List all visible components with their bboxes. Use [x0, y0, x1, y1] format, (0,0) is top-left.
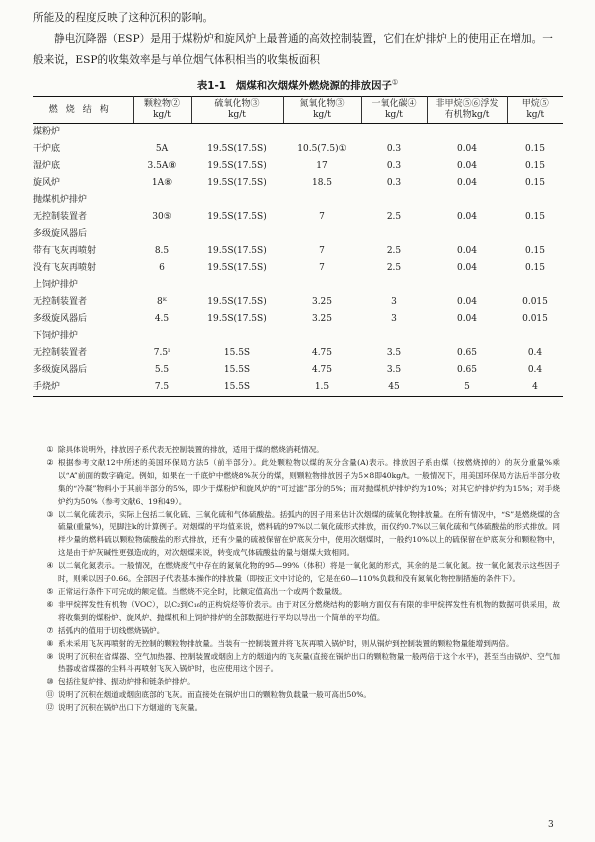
cell-pm — [133, 226, 191, 243]
table-row — [33, 379, 563, 397]
cell-co: 0.3 — [386, 178, 402, 188]
footnote-text: 正常运行条件下可完成的额定值。当燃烧不完全时，比额定值高出一个或两个数量级。 — [58, 586, 347, 596]
cell-so — [191, 328, 283, 345]
row-label: 手烧炉 — [33, 379, 133, 397]
cell-no: 3.25 — [311, 314, 333, 324]
page-number: 3 — [548, 820, 554, 830]
footnote — [42, 560, 560, 586]
cell-no — [283, 124, 361, 142]
cell-voc: 0.04 — [456, 144, 478, 154]
cell-so: 15.5S — [191, 379, 283, 397]
cell-so: 19.5S(17.5S) — [207, 297, 267, 307]
cell-pm: 7.5 — [133, 379, 191, 397]
cell-so — [191, 124, 283, 142]
table-row — [33, 260, 563, 277]
cell-so: 19.5S(17.5S) — [207, 263, 267, 273]
footnote-text: 非甲烷挥发性有机物（VOC），以C₂到C₁₆的正构烷烃等价表示。由于对区分燃烧结构的影响方面仅有有限的非甲烷挥发性有机物的数据可供采用，故将收集到的煤粉炉、旋风炉、抛煤机和上饲炉排炉的全部数据进行平均以导出一个简单的平均值。 — [58, 599, 560, 622]
footnote-mark: ⑧ — [46, 638, 54, 648]
cell-voc: 0.65 — [456, 348, 478, 358]
footnote-text: 以二氧化硫表示，实际上包括二氧化硫、三氧化硫和气体硫酸盐。括弧内的因子用来估计次烟煤的硫氧化物排放量。在所有情况中，“S”是燃烧煤的含硫量(重量%)，见脚注k的计算例子。对烟煤的平均值来说，燃料硫的97%以二氧化硫形式排放，而仅约0.7%以三氧化硫和气体硫酸盐的形式排放。同样少量的燃料硫以颗粒物硫酸盐的形式排放，还有少量的硫被保留在炉底灰分中，使用次烟煤时，一般约10%以上的硫保留在炉底灰分和颗粒物中，这是由于炉灰碱性更强造成的，对次烟煤来说，转变成气体硫酸盐的量与烟煤大致相同。 — [58, 509, 560, 558]
row-label: 带有飞灰再喷射 — [33, 246, 97, 256]
cell-ch4: 0.15 — [524, 144, 546, 154]
cell-pm — [133, 277, 191, 294]
cell-no: 7 — [319, 246, 325, 256]
table-row — [33, 209, 563, 226]
cell-no: 18.5 — [311, 178, 333, 188]
cell-no: 4.75 — [311, 348, 333, 358]
row-label: 多级旋风器后 — [33, 365, 88, 375]
table-row — [33, 311, 563, 328]
footnote — [42, 651, 560, 677]
header-voc: 非甲烷⑤⑥浮发 有机物kg/t — [427, 97, 507, 124]
cell-co — [361, 226, 427, 243]
table-row — [33, 345, 563, 362]
cell-no: 3.25 — [311, 297, 333, 307]
cell-voc — [427, 277, 507, 294]
cell-so — [191, 277, 283, 294]
table-number: 表1-1 — [196, 80, 227, 92]
cell-pm: 30⑤ — [152, 212, 172, 222]
emission-factor-table — [33, 96, 563, 397]
cell-voc: 5 — [427, 379, 507, 397]
cell-so: 19.5S(17.5S) — [207, 144, 267, 154]
footnote-mark: ① — [46, 445, 54, 454]
footnote-mark: ⑫ — [46, 703, 54, 713]
cell-ch4: 4 — [507, 379, 563, 397]
cell-no — [283, 226, 361, 243]
cell-ch4 — [507, 226, 563, 243]
row-label: 旋风炉 — [33, 178, 61, 188]
row-label: 没有飞灰再喷射 — [33, 263, 97, 273]
table-row — [33, 277, 563, 294]
footnote — [42, 457, 560, 509]
row-label: 干炉底 — [33, 144, 61, 154]
footnote-text: 说明了沉积在锅炉出口下方烟道的飞灰量。 — [58, 703, 203, 713]
cell-no — [283, 328, 361, 345]
table-title-mark: ① — [391, 78, 399, 87]
cell-so: 19.5S(17.5S) — [207, 314, 267, 324]
cell-voc — [427, 192, 507, 209]
row-label: 无控制装置者 — [33, 348, 88, 358]
cell-voc — [427, 226, 507, 243]
cell-co: 3.5 — [386, 365, 402, 375]
cell-so — [191, 192, 283, 209]
row-label: 湿炉底 — [33, 161, 61, 171]
cell-voc: 0.04 — [456, 314, 478, 324]
footnote — [42, 599, 560, 625]
cell-co: 3 — [391, 314, 397, 324]
cell-pm — [133, 192, 191, 209]
cell-pm — [133, 328, 191, 345]
row-label: 上饲炉排炉 — [33, 280, 79, 290]
cell-so — [191, 226, 283, 243]
cell-ch4 — [507, 277, 563, 294]
cell-ch4: 0.015 — [522, 314, 548, 324]
table-title-text: 烟煤和次烟煤外燃烧源的排放因子 — [236, 80, 392, 92]
footnote-text: 以二氧化氮表示。一般情况，在燃烧废气中存在的氮氧化物的95—99%（体积）将是一氧化氮的形式，其余的是二氧化氮。按一氧化氮表示这些因子时，则乘以因子0.66。全部因子代表基本操作的排放量（即按正文中讨论的，它是在60—110%负载和没有氮氧化物控制措施的条件下）。 — [58, 561, 560, 584]
cell-no: 7 — [319, 212, 325, 222]
table-row — [33, 192, 563, 209]
cell-pm: 1A⑧ — [151, 178, 173, 188]
header-no: 氮氧化物③ kg/t — [283, 97, 361, 124]
footnote — [42, 689, 560, 702]
footnote-text: 包括往复炉排、振动炉排和链条炉排炉。 — [58, 677, 195, 687]
header-so: 硫氧化物③ kg/t — [191, 97, 283, 124]
row-label: 下饲炉排炉 — [33, 331, 79, 341]
cell-no: 17 — [316, 161, 328, 171]
footnote-text: 括弧内的值用于切线燃烧锅炉。 — [58, 625, 165, 635]
cell-ch4 — [507, 192, 563, 209]
footnote — [42, 638, 560, 651]
cell-ch4: 0.15 — [524, 246, 546, 256]
footnote — [42, 444, 560, 457]
cell-pm: 5.5 — [154, 365, 170, 375]
table-row — [33, 175, 563, 192]
cell-co: 2.5 — [386, 263, 402, 273]
intro-line: 所能及的程度反映了这种沉积的影响。 — [33, 12, 214, 24]
row-label: 多级旋风器后 — [33, 229, 88, 239]
cell-ch4: 0.15 — [524, 212, 546, 222]
cell-co: 2.5 — [386, 212, 402, 222]
header-co: 一氧化碳④ kg/t — [361, 97, 427, 124]
cell-ch4 — [507, 124, 563, 142]
cell-co: 3.5 — [386, 348, 402, 358]
cell-voc: 0.04 — [456, 297, 478, 307]
table-row — [33, 226, 563, 243]
footnote — [42, 676, 560, 689]
cell-pm: 6 — [159, 263, 165, 273]
cell-pm — [133, 124, 191, 142]
header-pm: 颗粒物② kg/t — [133, 97, 191, 124]
table-header-row — [33, 97, 563, 124]
footnote-mark: ⑤ — [46, 586, 54, 596]
footnote-mark: ⑥ — [46, 599, 54, 609]
table-row — [33, 158, 563, 175]
row-label: 煤粉炉 — [33, 127, 61, 137]
row-label: 多级旋风器后 — [33, 314, 88, 324]
footnote-text: 除具体说明外，排放因子系代表无控制装置的排放，适用于煤的燃烧消耗情况。 — [58, 445, 324, 454]
table-row — [33, 141, 563, 158]
cell-co — [361, 277, 427, 294]
cell-no: 7 — [319, 263, 325, 273]
table-row — [33, 294, 563, 311]
row-label: 无控制装置者 — [33, 212, 88, 222]
cell-co — [361, 124, 427, 142]
cell-co — [361, 192, 427, 209]
footnote-text: 说明了沉积在省煤器、空气加热器、控制装置或烟囱上方的烟道内的飞灰量(直接在锅炉出口的颗粒物量一般两倍于这个水平)，甚至当由锅炉、空气加热器或省煤器的尘料斗再喷射飞灰入锅炉时，也应使用这个因子。 — [58, 651, 560, 674]
cell-pm: 5A — [155, 144, 169, 154]
cell-voc: 0.04 — [456, 161, 478, 171]
cell-so: 19.5S(17.5S) — [207, 246, 267, 256]
cell-no — [283, 277, 361, 294]
cell-co — [361, 328, 427, 345]
cell-pm: 3.5A⑧ — [147, 161, 177, 171]
table-title — [0, 77, 595, 92]
cell-pm: 7.5ˡ — [153, 348, 171, 358]
footnote — [42, 702, 560, 715]
cell-no: 1.5 — [283, 379, 361, 397]
cell-pm: 4.5 — [154, 314, 170, 324]
cell-no: 10.5(7.5)① — [297, 144, 347, 154]
cell-so: 15.5S — [223, 365, 251, 375]
cell-ch4: 0.15 — [524, 178, 546, 188]
table-row — [33, 124, 563, 142]
cell-no — [283, 192, 361, 209]
cell-voc: 0.04 — [456, 212, 478, 222]
cell-voc: 0.04 — [456, 246, 478, 256]
row-label: 抛煤机炉排炉 — [33, 195, 88, 205]
footnote-text: 系未采用飞灰再喷射的无控制的颗粒物排放量。当装有一控制装置并将飞灰再喷入锅炉时，则从锅炉到控制装置的颗粒物量能增到两倍。 — [58, 638, 514, 648]
cell-so: 15.5S — [223, 348, 251, 358]
cell-pm: 8.5 — [154, 246, 170, 256]
cell-co: 2.5 — [386, 246, 402, 256]
cell-ch4: 0.4 — [527, 348, 543, 358]
cell-no: 4.75 — [311, 365, 333, 375]
cell-co: 3 — [391, 297, 397, 307]
cell-pm: 8ᴷ — [157, 297, 167, 307]
header-name: 燃烧结构 — [33, 97, 133, 124]
cell-so: 19.5S(17.5S) — [207, 212, 267, 222]
cell-ch4 — [507, 328, 563, 345]
cell-ch4: 0.015 — [522, 297, 548, 307]
footnote-text: 根据参考文献12中所述的美国环保局方法5（前半部分）。此处颗粒物以煤的灰分含量(A)表示。排放因子系由煤（按燃烧掉的）的灰分重量%乘以“A”前面的数字确定。例如，如果在一千底炉中燃烧8%灰分的煤，则颗粒物排放因子为5×8即40kg/t。一般情况下，用美国环保局方法后半部分收集的“冷凝”物料小于其前半部分的5%，即少于煤粉炉和旋风炉的“可过滤”部分的5%；而对抛煤机炉排炉约为10%；对其它炉排炉约为15%；对手烧炉约为50%（参考文献6、19和49）。 — [58, 457, 560, 506]
footnote-text: 说明了沉积在烟道或烟囱底部的飞灰。而直接处在锅炉出口的颗粒物负载量一般可高出50%。 — [58, 690, 372, 700]
cell-voc — [427, 124, 507, 142]
cell-ch4: 0.15 — [524, 161, 546, 171]
cell-so: 19.5S(17.5S) — [207, 161, 267, 171]
footnote-mark: ③ — [46, 509, 54, 519]
cell-co: 45 — [361, 379, 427, 397]
row-label: 无控制装置者 — [33, 297, 88, 307]
footnote — [42, 586, 560, 599]
cell-voc: 0.65 — [456, 365, 478, 375]
cell-co: 0.3 — [386, 144, 402, 154]
table-row — [33, 243, 563, 260]
footnote-mark: ⑦ — [46, 625, 54, 635]
cell-ch4: 0.4 — [527, 365, 543, 375]
cell-so: 19.5S(17.5S) — [207, 178, 267, 188]
footnote-mark: ⑨ — [46, 651, 54, 661]
cell-voc: 0.04 — [456, 263, 478, 273]
table-row — [33, 362, 563, 379]
cell-voc — [427, 328, 507, 345]
footnote — [42, 509, 560, 561]
cell-voc: 0.04 — [456, 178, 478, 188]
footnote-mark: ⑪ — [46, 690, 54, 700]
header-ch4: 甲烷⑤ kg/t — [507, 97, 563, 124]
intro-text — [33, 8, 563, 71]
footnotes — [42, 444, 560, 715]
footnote-mark: ④ — [46, 561, 54, 571]
intro-paragraph: 静电沉降器（ESP）是用于煤粉炉和旋风炉上最普通的高效控制装置，它们在炉排炉上的使用正在增加。一般来说，ESP的收集效率是与单位烟气体积相当的收集板面积 — [33, 33, 553, 66]
footnote — [42, 625, 560, 638]
cell-ch4: 0.15 — [524, 263, 546, 273]
footnote-mark: ⑩ — [46, 677, 54, 687]
cell-co: 0.3 — [386, 161, 402, 171]
footnote-mark: ② — [46, 457, 54, 467]
table-row — [33, 328, 563, 345]
